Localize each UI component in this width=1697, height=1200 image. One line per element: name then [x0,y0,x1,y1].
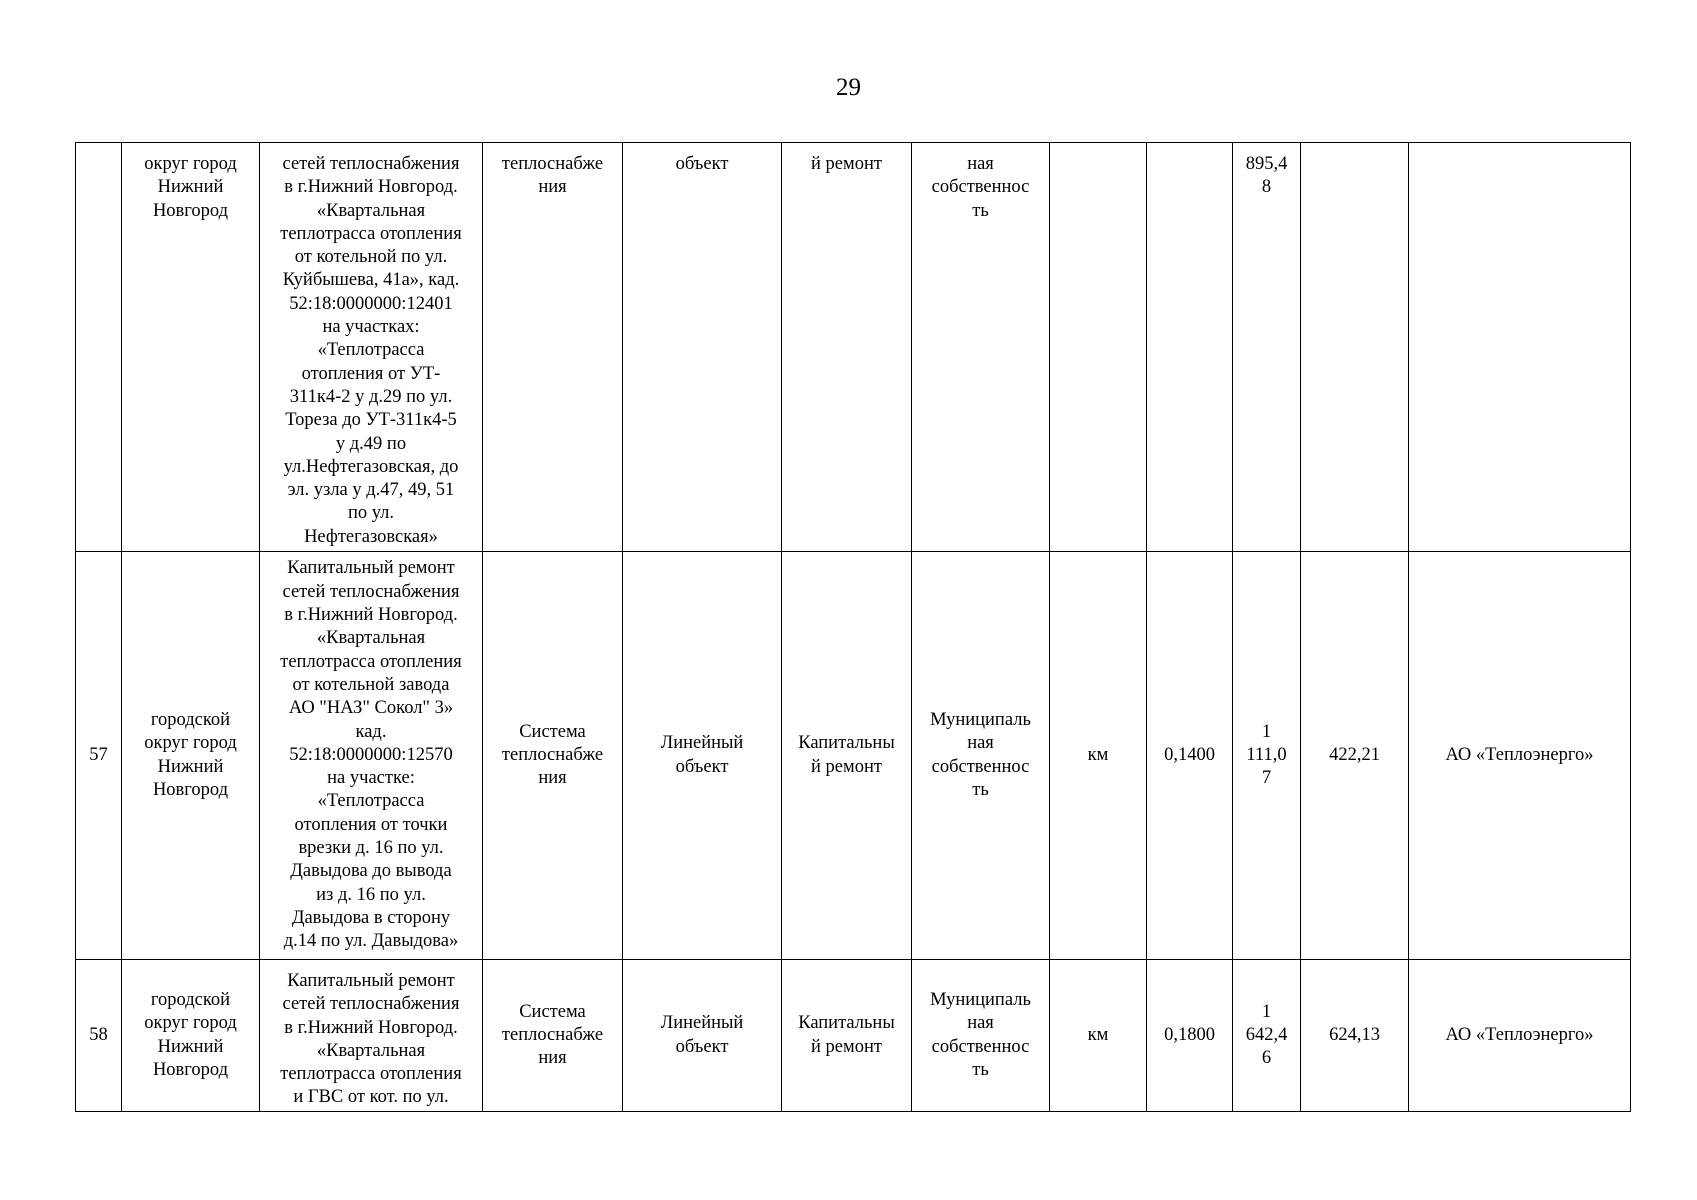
cell-work-type: й ремонт [782,143,912,552]
cell-cost: 1 111,0 7 [1233,552,1301,960]
cell-unit: км [1050,960,1147,1112]
cell-length [1147,143,1233,552]
cell-amount [1301,143,1409,552]
cell-number [76,143,122,552]
cell-length: 0,1400 [1147,552,1233,960]
cell-length: 0,1800 [1147,960,1233,1112]
table-row [76,143,1631,552]
cell-system: Система теплоснабже ния [483,552,623,960]
cell-system: теплоснабже ния [483,143,623,552]
table-row [76,552,1631,960]
cell-work-type: Капитальны й ремонт [782,552,912,960]
cell-cost: 895,4 8 [1233,143,1301,552]
cell-description: Капитальный ремонт сетей теплоснабжения в г.Нижний Новгород. «Квартальная теплотрасса отопления и ГВС от кот. по ул. [260,960,483,1112]
cell-description: Капитальный ремонт сетей теплоснабжения в г.Нижний Новгород. «Квартальная теплотрасса отопления от котельной завода АО "НАЗ" Сокол" 3» кад. 52:18:0000000:12570 на участке: «Теплотрасса отопления от точки врезки д. 16 по ул. Давыдова до вывода из д. 16 по ул. Давыдова в сторону д.14 по ул. Давыдова» [260,552,483,960]
cell-object-type: Линейный объект [623,552,782,960]
table-row [76,960,1631,1112]
cell-number: 58 [76,960,122,1112]
cell-cost: 1 642,4 6 [1233,960,1301,1112]
cell-territory: округ город Нижний Новгород [122,143,260,552]
cell-amount: 422,21 [1301,552,1409,960]
cell-territory: городской округ город Нижний Новгород [122,960,260,1112]
cell-organization: АО «Теплоэнерго» [1409,552,1631,960]
page-number: 29 [836,74,861,101]
cell-ownership: Муниципаль ная собственнос ть [912,960,1050,1112]
cell-organization: АО «Теплоэнерго» [1409,960,1631,1112]
cell-number: 57 [76,552,122,960]
cell-system: Система теплоснабже ния [483,960,623,1112]
data-table [75,142,1631,1112]
cell-organization [1409,143,1631,552]
cell-description: сетей теплоснабжения в г.Нижний Новгород. «Квартальная теплотрасса отопления от котельной по ул. Куйбышева, 41а», кад. 52:18:0000000:12401 на участках: «Теплотрасса отопления от УТ- 311к4-2 у д.29 по ул. Тореза до УТ-311к4-5 у д.49 по ул.Нефтегазовская, до эл. узла у д.47, 49, 51 по ул. Нефтегазовская» [260,143,483,552]
cell-unit [1050,143,1147,552]
cell-ownership: ная собственнос ть [912,143,1050,552]
cell-object-type: объект [623,143,782,552]
cell-unit: км [1050,552,1147,960]
cell-ownership: Муниципаль ная собственнос ть [912,552,1050,960]
cell-territory: городской округ город Нижний Новгород [122,552,260,960]
cell-object-type: Линейный объект [623,960,782,1112]
cell-amount: 624,13 [1301,960,1409,1112]
cell-work-type: Капитальны й ремонт [782,960,912,1112]
